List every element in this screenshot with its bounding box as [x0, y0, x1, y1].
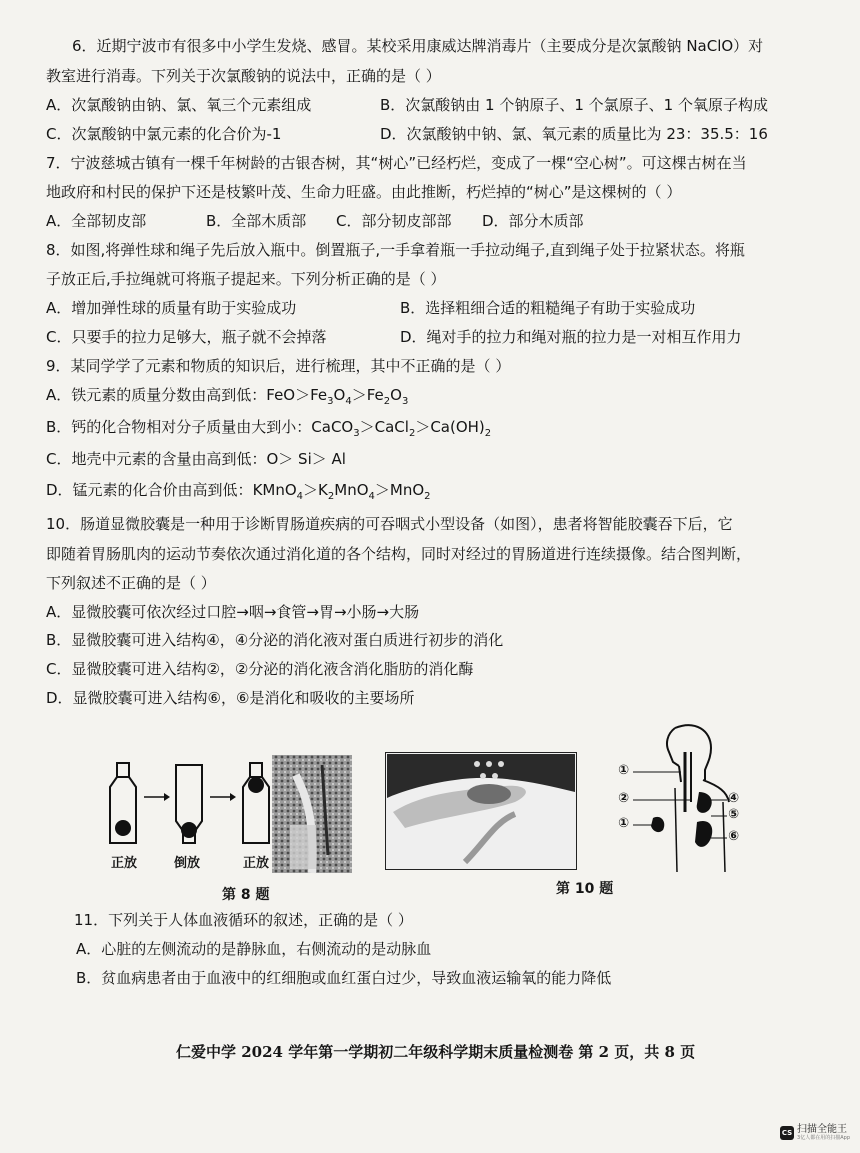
fig10-marker-3: ①: [618, 816, 630, 831]
scanner-watermark: [780, 1124, 850, 1141]
bottle-lift-photo: [272, 755, 352, 873]
q11-option-a: A．心脏的左侧流动的是静脉血，右侧流动的是动脉血: [76, 940, 432, 958]
q9-option-d: D．锰元素的化合价由高到低：$KMnO_4>K_2MnO_4>MnO_2$: [46, 481, 431, 502]
q8-stem-line1: 8．如图,将弹性球和绳子先后放入瓶中。倒置瓶子,一手拿着瓶一手拉动绳子,直到绳子处于拉紧状态。将瓶: [46, 241, 745, 259]
fig10-marker-1: ①: [618, 763, 630, 778]
watermark-name: 扫描全能王: [797, 1124, 848, 1135]
fig8-bottles-illustration: [100, 755, 360, 875]
q11-option-b: B．贫血病患者由于血液中的红细胞或血红蛋白过少，导致血液运输氧的能力降低: [76, 969, 612, 987]
q6-option-a: A．次氯酸钠由钠、氯、氧三个元素组成: [46, 96, 312, 114]
q7-option-a: A．全部韧皮部: [46, 212, 147, 230]
q7-option-b: B．全部木质部: [206, 212, 307, 230]
q6-option-c: C．次氯酸钠中氯元素的化合价为-1: [46, 125, 282, 143]
q8-stem-line2: 子放正后,手拉绳就可将瓶子提起来。下列分析正确的是（ ）: [46, 270, 446, 288]
q9-option-c: C．地壳中元素的含量由高到低：O＞ Si＞ Al: [46, 450, 346, 468]
bottle-upright-2: [243, 763, 269, 843]
fig8-label-upright-2: 正放: [243, 856, 270, 871]
q10-stem-line3: 下列叙述不正确的是（ ）: [46, 574, 216, 592]
q9-option-b: B．钙的化合物相对分子质量由大到小：$CaCO_3>CaCl_2>Ca(OH)_2$: [46, 418, 492, 439]
fig8-label-inverted: 倒放: [174, 856, 201, 871]
q8-option-a: A．增加弹性球的质量有助于实验成功: [46, 299, 297, 317]
q7-option-d: D．部分木质部: [482, 212, 584, 230]
q6-option-d: D．次氯酸钠中钠、氯、氧元素的质量比为 23：35.5：16: [380, 125, 768, 143]
q8-option-c: C．只要手的拉力足够大，瓶子就不会掉落: [46, 328, 327, 346]
q7-option-c: C．部分韧皮部部: [336, 212, 452, 230]
q7-stem-line1: 7．宁波慈城古镇有一棵千年树龄的古银杏树，其“树心”已经朽烂，变成了一棵“空心树”。可这棵古树在当: [46, 154, 747, 172]
watermark-subtitle: 3亿人都在用的扫描App: [797, 1135, 850, 1141]
fig10-marker-5: ⑤: [728, 807, 740, 822]
camscanner-logo-icon: CS: [780, 1126, 794, 1140]
page-footer: 仁爱中学 2024 学年第一学期初二年级科学期末质量检测卷 第 2 页，共 8 页: [176, 1043, 696, 1061]
q7-stem-line2: 地政府和村民的保护下还是枝繁叶茂、生命力旺盛。由此推断，朽烂掉的“树心”是这棵树的（ ）: [46, 183, 682, 201]
q6-stem-line1: 6．近期宁波市有很多中小学生发烧、感冒。某校采用康威达牌消毒片（主要成分是次氯酸钠 NaClO）对: [72, 37, 764, 55]
fig10-marker-2: ②: [618, 791, 630, 806]
q10-option-a: A．显微胶囊可依次经过口腔→咽→食管→胃→小肠→大肠: [46, 603, 420, 621]
fig10-capsule-photo: [385, 752, 577, 870]
fig10-caption: 第 10 题: [556, 881, 614, 897]
fig8-label-upright-1: 正放: [111, 856, 138, 871]
q10-option-b: B．显微胶囊可进入结构④，④分泌的消化液对蛋白质进行初步的消化: [46, 631, 504, 649]
fig8-caption: 第 8 题: [222, 887, 270, 903]
bottle-upright-1: [110, 763, 136, 843]
q10-option-c: C．显微胶囊可进入结构②，②分泌的消化液含消化脂肪的消化酶: [46, 660, 474, 678]
q9-stem: 9．某同学学了元素和物质的知识后，进行梳理，其中不正确的是（ ）: [46, 357, 511, 375]
fig10-marker-4: ④: [728, 791, 740, 806]
bottle-inverted: [176, 765, 202, 843]
arrow-right-1: [144, 793, 170, 801]
q10-stem-line1: 10．肠道显微胶囊是一种用于诊断胃肠道疾病的可吞咽式小型设备（如图），患者将智能胶囊吞下后，它: [46, 515, 733, 533]
arrow-right-2: [210, 793, 236, 801]
q9-option-a: A．铁元素的质量分数由高到低：$FeO>Fe_3O_4>Fe_2O_3$: [46, 386, 409, 407]
q8-option-b: B．选择粗细合适的粗糙绳子有助于实验成功: [400, 299, 696, 317]
fig10-marker-6: ⑥: [728, 829, 740, 844]
q10-stem-line2: 即随着胃肠肌肉的运动节奏依次通过消化道的各个结构，同时对经过的胃肠道进行连续摄像。结合图判断，: [46, 545, 752, 563]
q6-stem-line2: 教室进行消毒。下列关于次氯酸钠的说法中，正确的是（ ）: [46, 67, 441, 85]
q6-option-b: B．次氯酸钠由 1 个钠原子、1 个氯原子、1 个氧原子构成: [380, 96, 768, 114]
q10-option-d: D．显微胶囊可进入结构⑥，⑥是消化和吸收的主要场所: [46, 689, 415, 707]
q8-option-d: D．绳对手的拉力和绳对瓶的拉力是一对相互作用力: [400, 328, 742, 346]
q11-stem: 11．下列关于人体血液循环的叙述，正确的是（ ）: [74, 911, 413, 929]
watermark-text: [797, 1124, 850, 1141]
